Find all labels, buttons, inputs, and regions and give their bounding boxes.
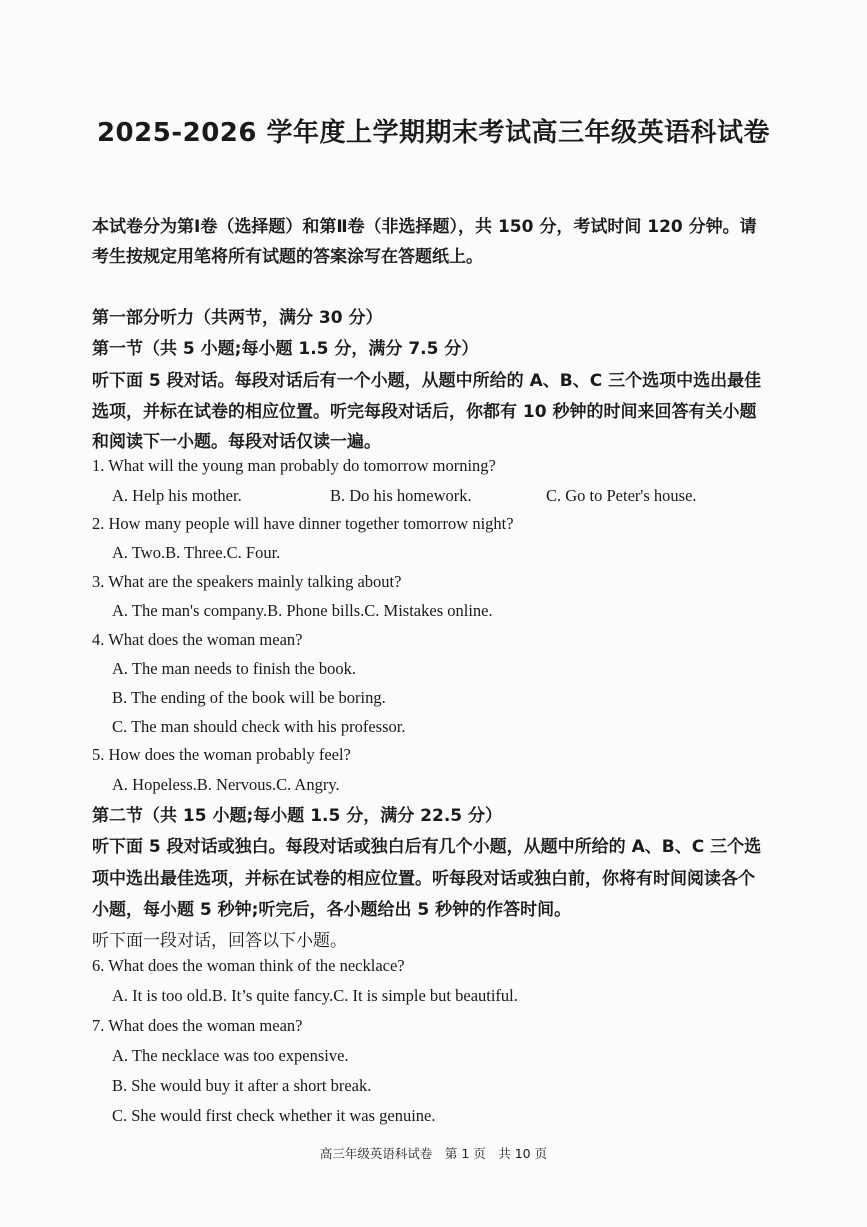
question-6: 6. What does the woman think of the necklace? [92,956,405,975]
question-4-option-a: A. The man needs to finish the book. [112,659,356,678]
question-2-options: A. Two.B. Three.C. Four. [112,543,281,562]
section1-instruction-1: 听下面 5 段对话。每段对话后有一个小题，从题中所给的 A、B、C 三个选项中选出最佳 [92,371,762,391]
section2-heading: 第二节（共 15 小题;每小题 1.5 分，满分 22.5 分） [92,806,503,826]
question-2: 2. How many people will have dinner together tomorrow night? [92,514,514,533]
part1-heading: 第一部分听力（共两节，满分 30 分） [92,308,383,328]
section2-instruction-3: 小题，每小题 5 秒钟;听完后，各小题给出 5 秒钟的作答时间。 [92,900,572,920]
question-7-option-a: A. The necklace was too expensive. [112,1046,349,1065]
section2-sub-instruction: 听下面一段对话，回答以下小题。 [92,931,347,951]
question-7: 7. What does the woman mean? [92,1016,303,1035]
question-1: 1. What will the young man probably do tomorrow morning? [92,456,496,475]
intro-line-1: 本试卷分为第Ⅰ卷（选择题）和第Ⅱ卷（非选择题），共 150 分，考试时间 120 分钟。请 [92,217,757,237]
section1-instruction-3: 和阅读下一小题。每段对话仅读一遍。 [92,432,381,452]
question-4: 4. What does the woman mean? [92,630,303,649]
page-footer: 高三年级英语科试卷 第 1 页 共 10 页 [319,1146,548,1161]
question-3: 3. What are the speakers mainly talking about? [92,572,402,591]
question-4-option-c: C. The man should check with his professor. [112,717,406,736]
intro-line-2: 考生按规定用笔将所有试题的答案涂写在答题纸上。 [92,247,483,267]
section1-heading: 第一节（共 5 小题;每小题 1.5 分，满分 7.5 分） [92,339,479,359]
question-1-option-b: B. Do his homework. [330,486,472,505]
question-1-option-a: A. Help his mother. [112,486,242,505]
question-6-options: A. It is too old.B. It’s quite fancy.C. It is simple but beautiful. [112,986,518,1005]
question-1-option-c: C. Go to Peter's house. [546,486,697,505]
section2-instruction-1: 听下面 5 段对话或独白。每段对话或独白后有几个小题，从题中所给的 A、B、C 三个选 [92,837,762,857]
question-3-options: A. The man's company.B. Phone bills.C. Mistakes online. [112,601,493,620]
exam-title: 2025-2026 学年度上学期期末考试高三年级英语科试卷 [96,118,771,148]
question-4-option-b: B. The ending of the book will be boring. [112,688,386,707]
question-7-option-c: C. She would first check whether it was genuine. [112,1106,436,1125]
question-7-option-b: B. She would buy it after a short break. [112,1076,372,1095]
section1-instruction-2: 选项，并标在试卷的相应位置。听完每段对话后，你都有 10 秒钟的时间来回答有关小题 [92,402,757,422]
section2-instruction-2: 项中选出最佳选项，并标在试卷的相应位置。听每段对话或独白前，你将有时间阅读各个 [92,869,755,889]
question-5-options: A. Hopeless.B. Nervous.C. Angry. [112,775,340,794]
question-5: 5. How does the woman probably feel? [92,745,351,764]
